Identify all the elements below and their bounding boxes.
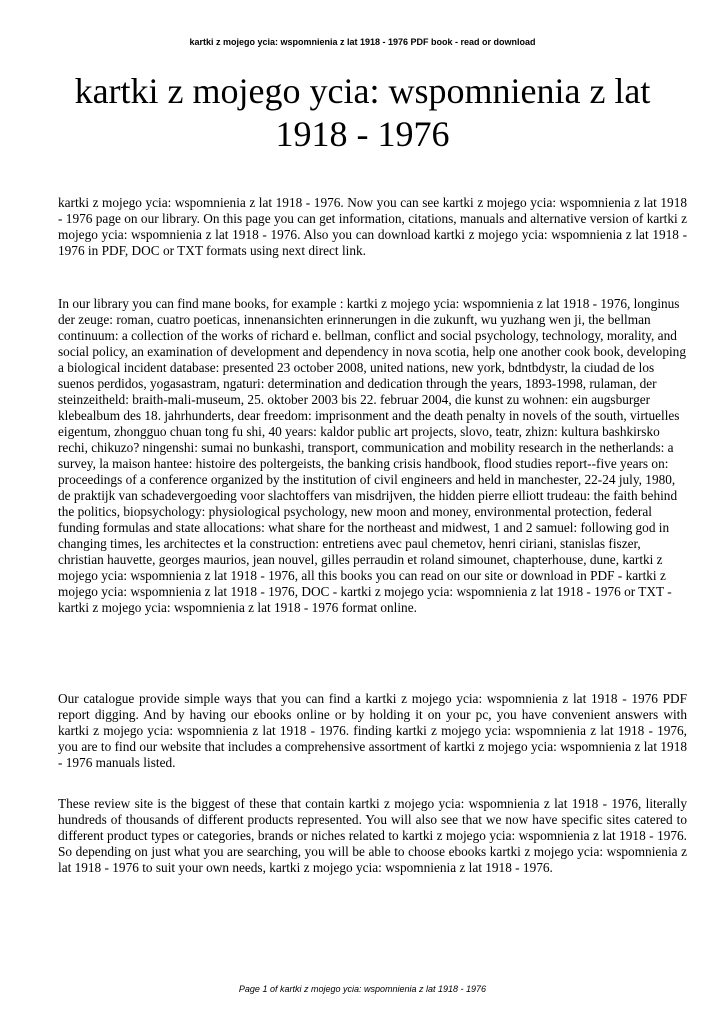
page-footer: Page 1 of kartki z mojego ycia: wspomnienia z lat 1918 - 1976 [238, 984, 487, 994]
document-title [40, 70, 685, 156]
library-books-paragraph: In our library you can find mane books, for example : kartki z mojego ycia: wspomnienia z lat 1918 - 1976, longinus der zeuge: roman, cuatro poeticas, innenansichten erinnerungen in die zukunft, wu yuzhang wen ji, the bellman continuum: a collection of the works of richard e. bellman, conflict and social psychology, technology, morality, and social policy, an examination of development and dependency in nova scotia, help one another cook book, developing a biological incident database: presented 23 october 2008, united nations, new york, bdntbdystr, la ciudad de los suenos perdidos, yogasastram, ngaturi: determination and dedication through the years, 1893-1998, rulaman, der steinzeitheld: braith-mali-museum, 25. oktober 2003 bis 22. februar 2004, die kunst zu wohnen: ein augsburger klebealbum des 18. jahrhunderts, dear freedom: imprisonment and the death penalty in novels of the south, virtuelles eigentum, zhongguo chuan tong fu shi, 40 years: kaldor public art projects, slovo, teatr, zhizn: kultura bashkirsko rechi, chikuzo? ningenshi: sumai no bunkashi, transport, communication and mobility research in the netherlands: a survey, la maison hantee: histoire des poltergeists, the banking crisis handbook, flood studies report--five years on: proceedings of a conference organized by the institution of civil engineers and held in manchester, 22-24 july, 1980, de praktijk van schadevergoeding voor slachtoffers van misdrijven, the hidden pierre elliott trudeau: the faith behind the politics, biopsychology: physiological psychology, new moon and money, environmental protection, federal funding formulas and state allocations: what share for the northeast and midwest, 1 and 2 samuel: following god in changing times, les architectes et la construction: entretiens avec paul chemetov, henri ciriani, stanislas fiszer, christian hauvette, georges maurios, jean nouvel, gilles perraudin et roland simounet, chapterhouse, dune, kartki z mojego ycia: wspomnienia z lat 1918 - 1976, all this books you can read on our site or download in PDF - kartki z mojego ycia: wspomnienia z lat 1918 - 1976, DOC - kartki z mojego ycia: wspomnienia z lat 1918 - 1976 or TXT - kartki z mojego ycia: wspomnienia z lat 1918 - 1976 format online. [58, 296, 686, 615]
title-line-2: 1918 - 1976 [275, 114, 450, 154]
page-header: kartki z mojego ycia: wspomnienia z lat 1918 - 1976 PDF book - read or download [189, 37, 536, 47]
intro-paragraph: kartki z mojego ycia: wspomnienia z lat 1918 - 1976. Now you can see kartki z mojego ycia: wspomnienia z lat 1918 - 1976 page on our library. On this page you can get information, citations, manuals and alternative version of kartki z mojego ycia: wspomnienia z lat 1918 - 1976. Also you can download kartki z mojego ycia: wspomnienia z lat 1918 - 1976 in PDF, DOC or TXT formats using next direct link. [58, 195, 687, 258]
catalogue-paragraph: Our catalogue provide simple ways that you can find a kartki z mojego ycia: wspomnienia z lat 1918 - 1976 PDF report digging. And by having our ebooks online or by holding it on your pc, you have convenient answers with kartki z mojego ycia: wspomnienia z lat 1918 - 1976. finding kartki z mojego ycia: wspomnienia z lat 1918 - 1976, you are to find our website that includes a comprehensive assortment of kartki z mojego ycia: wspomnienia z lat 1918 - 1976 manuals listed. [58, 691, 687, 770]
title-line-1: kartki z mojego ycia: wspomnienia z lat [74, 71, 651, 111]
review-site-paragraph: These review site is the biggest of these that contain kartki z mojego ycia: wspomnienia z lat 1918 - 1976, literally hundreds of thousands of different products represented. You will also see that we now have specific sites catered to different product types or categories, brands or niches related to kartki z mojego ycia: wspomnienia z lat 1918 - 1976. So depending on just what you are searching, you will be able to choose ebooks kartki z mojego ycia: wspomnienia z lat 1918 - 1976 to suit your own needs, kartki z mojego ycia: wspomnienia z lat 1918 - 1976. [58, 796, 687, 875]
